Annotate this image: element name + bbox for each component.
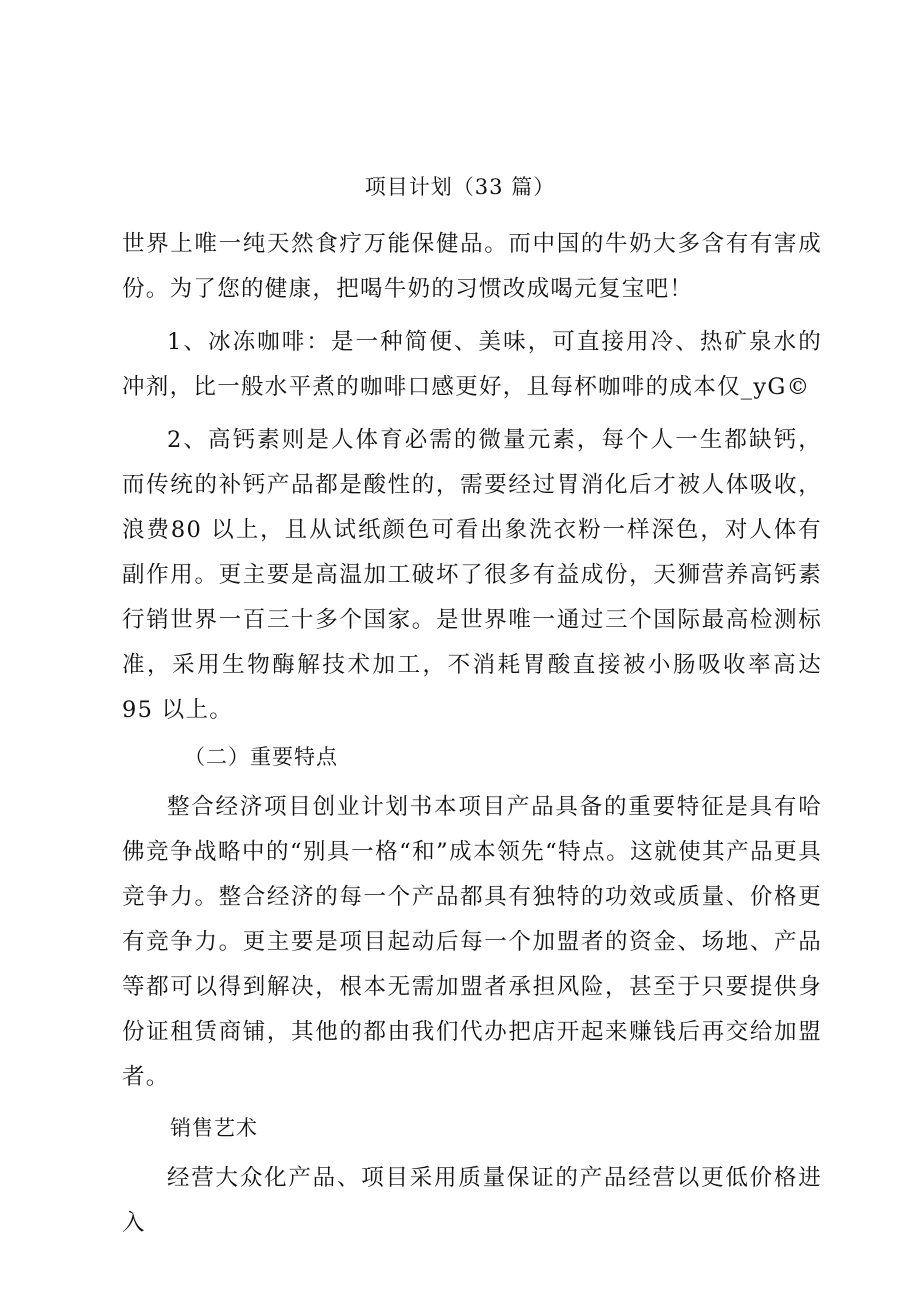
paragraph-mass-products: 经营大众化产品、项目采用质量保证的产品经营以更低价格进入 (122, 1165, 822, 1236)
document-title: 项目计划（33 篇） (364, 175, 556, 199)
paragraph-health-intro: 世界上唯一纯天然食疗万能保健品。而中国的牛奶大多含有有害成份。为了您的健康，把喝牛奶的习惯改成喝元复宝吧！ (122, 231, 822, 302)
document-body (122, 222, 822, 1246)
paragraph-integrated-economy: 整合经济项目创业计划书本项目产品具备的重要特征是具有哈佛竞争战略中的“别具一格“和”成本领先“特点。这就使其产品更具竞争力。整合经济的每一个产品都具有独特的功效或质量、价格更有竞争力。更主要是项目起动后每一个加盟者的资金、场地、产品等都可以得到解决，根本无需加盟者承担风险，甚至于只要提供身份证租赁商铺，其他的都由我们代办把店开起来赚钱后再交给加盟者。 (122, 794, 822, 1090)
paragraph-high-calcium: 2、高钙素则是人体育必需的微量元素，每个人一生都缺钙，而传统的补钙产品都是酸性的，需要经过胃消化后才被人体吸收，浪费80 以上，且从试纸颜色可看出象洗衣粉一样深色，对人体有副作用。更主要是高温加工破坏了很多有益成份，天狮营养高钙素行销世界一百三十多个国家。是世界唯一通过三个国际最高检测标准，采用生物酶解技术加工，不消耗胃酸直接被小肠吸收率高达 95 以上。 (122, 427, 822, 723)
paragraph-iced-coffee: 1、冰冻咖啡：是一种简便、美味，可直接用冷、热矿泉水的冲剂，比一般水平煮的咖啡口感更好，且每杯咖啡的成本仅_yG© (122, 329, 822, 400)
section-heading-key-features: （二）重要特点 (184, 745, 338, 769)
section-heading-sales-art: 销售艺术 (170, 1116, 258, 1140)
